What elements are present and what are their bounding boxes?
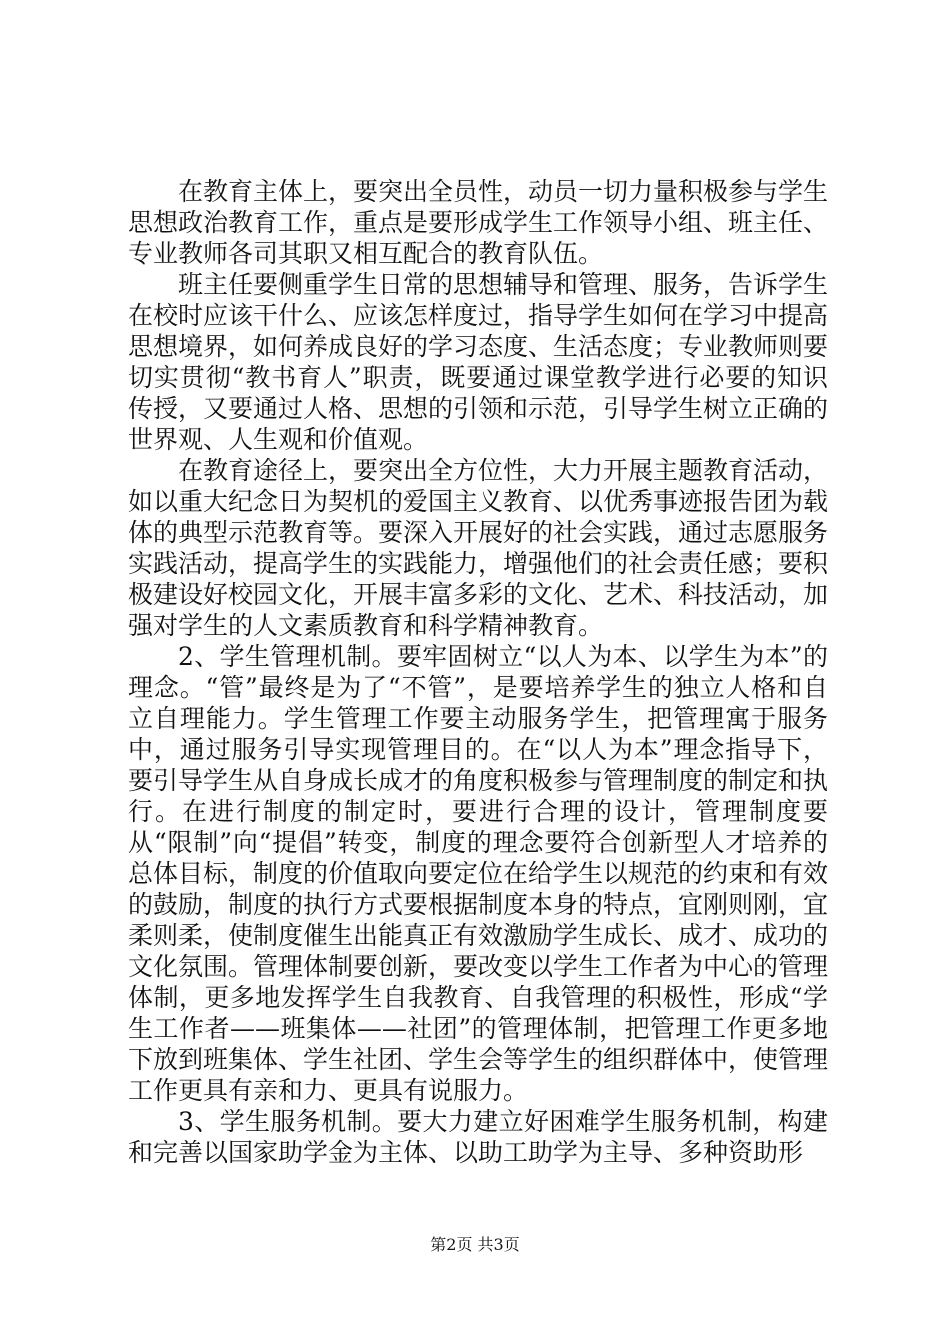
paragraph-student-service: 3、学生服务机制。要大力建立好困难学生服务机制，构建和完善以国家助学金为主体、以助工助学为主导、多种资助形: [128, 1107, 828, 1167]
paragraph-student-management: 2、学生管理机制。要牢固树立“以人为本、以学生为本”的理念。“管”最终是为了“不管”，是要培养学生的独立人格和自立自理能力。学生管理工作要主动服务学生，把管理寓于服务中，通过服务引导实现管理目的。在“以人为本”理念指导下，要引导学生从自身成长成才的角度积极参与管理制度的制定和执行。在进行制度的制定时，要进行合理的设计，管理制度要从“限制”向“提倡”转变，制度的理念要符合创新型人才培养的总体目标，制度的价值取向要定位在给学生以规范的约束和有效的鼓励，制度的执行方式要根据制度本身的特点，宜刚则刚，宜柔则柔，使制度催生出能真正有效激励学生成长、成才、成功的文化氛围。管理体制要创新，要改变以学生工作者为中心的管理体制，更多地发挥学生自我教育、自我管理的积极性，形成“学生工作者——班集体——社团”的管理体制，把管理工作更多地下放到班集体、学生社团、学生会等学生的组织群体中，使管理工作更具有亲和力、更具有说服力。: [128, 642, 829, 1105]
paragraph-education-subject: 在教育主体上，要突出全员性，动员一切力量积极参与学生思想政治教育工作，重点是要形成学生工作领导小组、班主任、专业教师各司其职又相互配合的教育队伍。: [128, 177, 829, 268]
page-number-footer: 第2页 共3页: [430, 1235, 520, 1254]
paragraph-head-teacher: 班主任要侧重学生日常的思想辅导和管理、服务，告诉学生在校时应该干什么、应该怎样度过，指导学生如何在学习中提高思想境界，如何养成良好的学习态度、生活态度；专业教师则要切实贯彻“教书育人”职责，既要通过课堂教学进行必要的知识传授，又要通过人格、思想的引领和示范，引导学生树立正确的世界观、人生观和价值观。: [128, 270, 829, 454]
paragraph-education-approach: 在教育途径上，要突出全方位性，大力开展主题教育活动，如以重大纪念日为契机的爱国主义教育、以优秀事迹报告团为载体的典型示范教育等。要深入开展好的社会实践，通过志愿服务实践活动，提高学生的实践能力，增强他们的社会责任感；要积极建设好校园文化，开展丰富多彩的文化、艺术、科技活动，加强对学生的人文素质教育和科学精神教育。: [128, 456, 829, 640]
document-body: [128, 176, 828, 1168]
